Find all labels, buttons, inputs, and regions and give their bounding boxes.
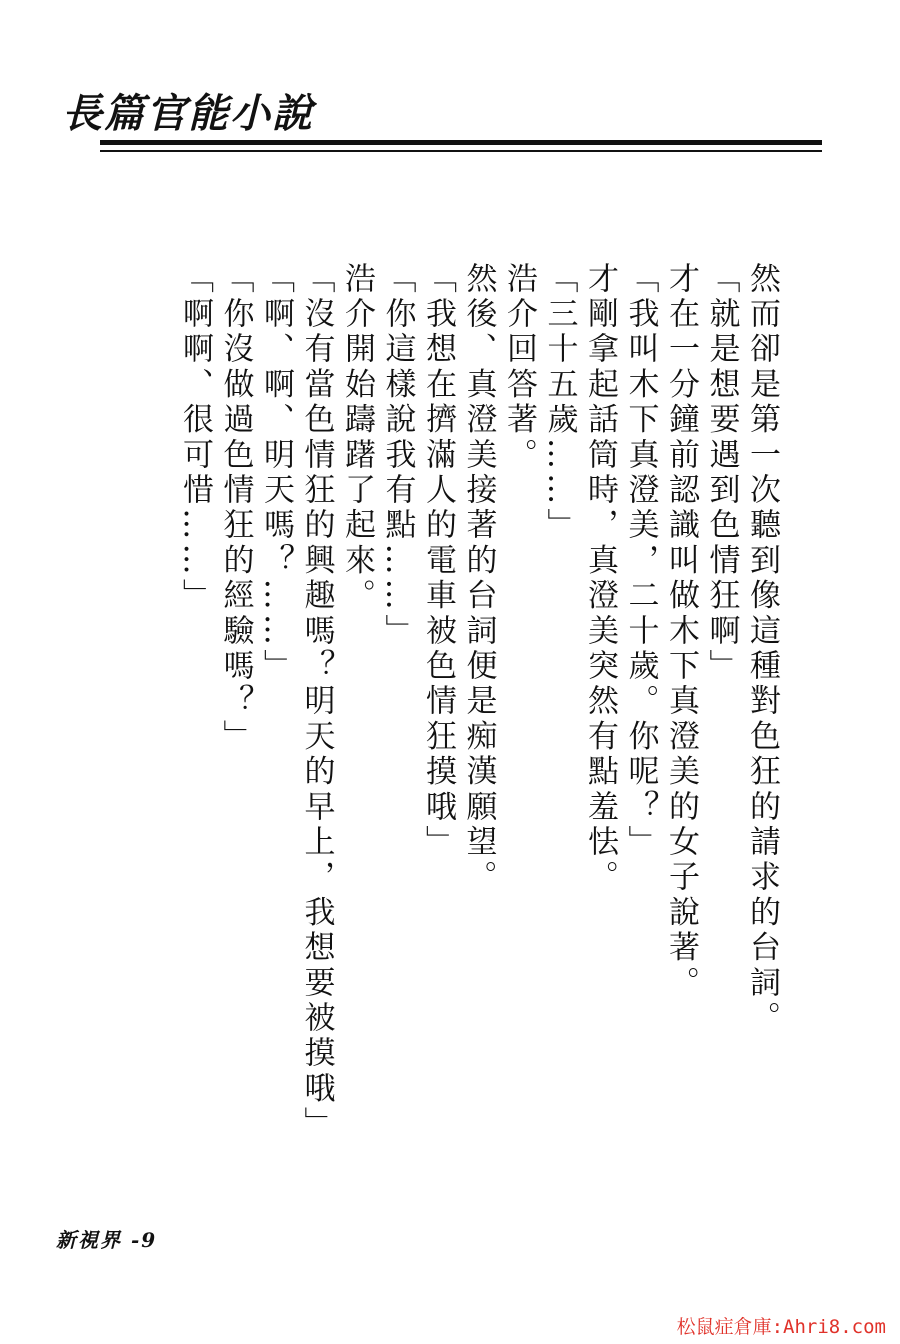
vertical-text-block [142,262,782,1142]
text-line: 「就是想要遇到色情狂啊」 [703,262,740,685]
text-line: 「我想在擠滿人的電車被色情狂摸哦」 [420,262,456,861]
text-line: 才剛拿起話筒時，真澄美突然有點羞怯。 [582,262,618,896]
text-line: 「沒有當色情狂的興趣嗎？明天的早上，我想要被摸哦」 [298,262,335,1142]
watermark-text: 松鼠症倉庫:Ahri8.com [676,1316,886,1338]
text-line: 浩介開始躊躇了起來。 [339,262,375,614]
text-line: 然而卻是第一次聽到像這種對色狂的請求的台詞。 [744,262,780,1037]
text-line: 「你沒做過色情狂的經驗嗎？」 [217,262,254,755]
header-rule-thick [100,140,822,145]
text-line: 然後、真澄美接著的台詞便是痴漢願望。 [460,262,497,896]
text-line: 「三十五歲……」 [541,262,578,544]
header-rule-thin [100,150,822,152]
text-line: 「你這樣說我有點……」 [379,262,416,650]
text-line: 才在一分鐘前認識叫做木下真澄美的女子說著。 [663,262,699,1002]
page-number-label: 新視界 -9 [56,1228,158,1252]
text-line: 「啊、啊、明天嗎？……」 [258,262,294,685]
text-line: 「啊啊、很可惜……」 [177,262,213,614]
text-line: 「我叫木下真澄美，二十歲。你呢？」 [622,262,659,861]
header-title: 長篇官能小說 [62,90,314,137]
text-line: 浩介回答著。 [501,262,537,474]
